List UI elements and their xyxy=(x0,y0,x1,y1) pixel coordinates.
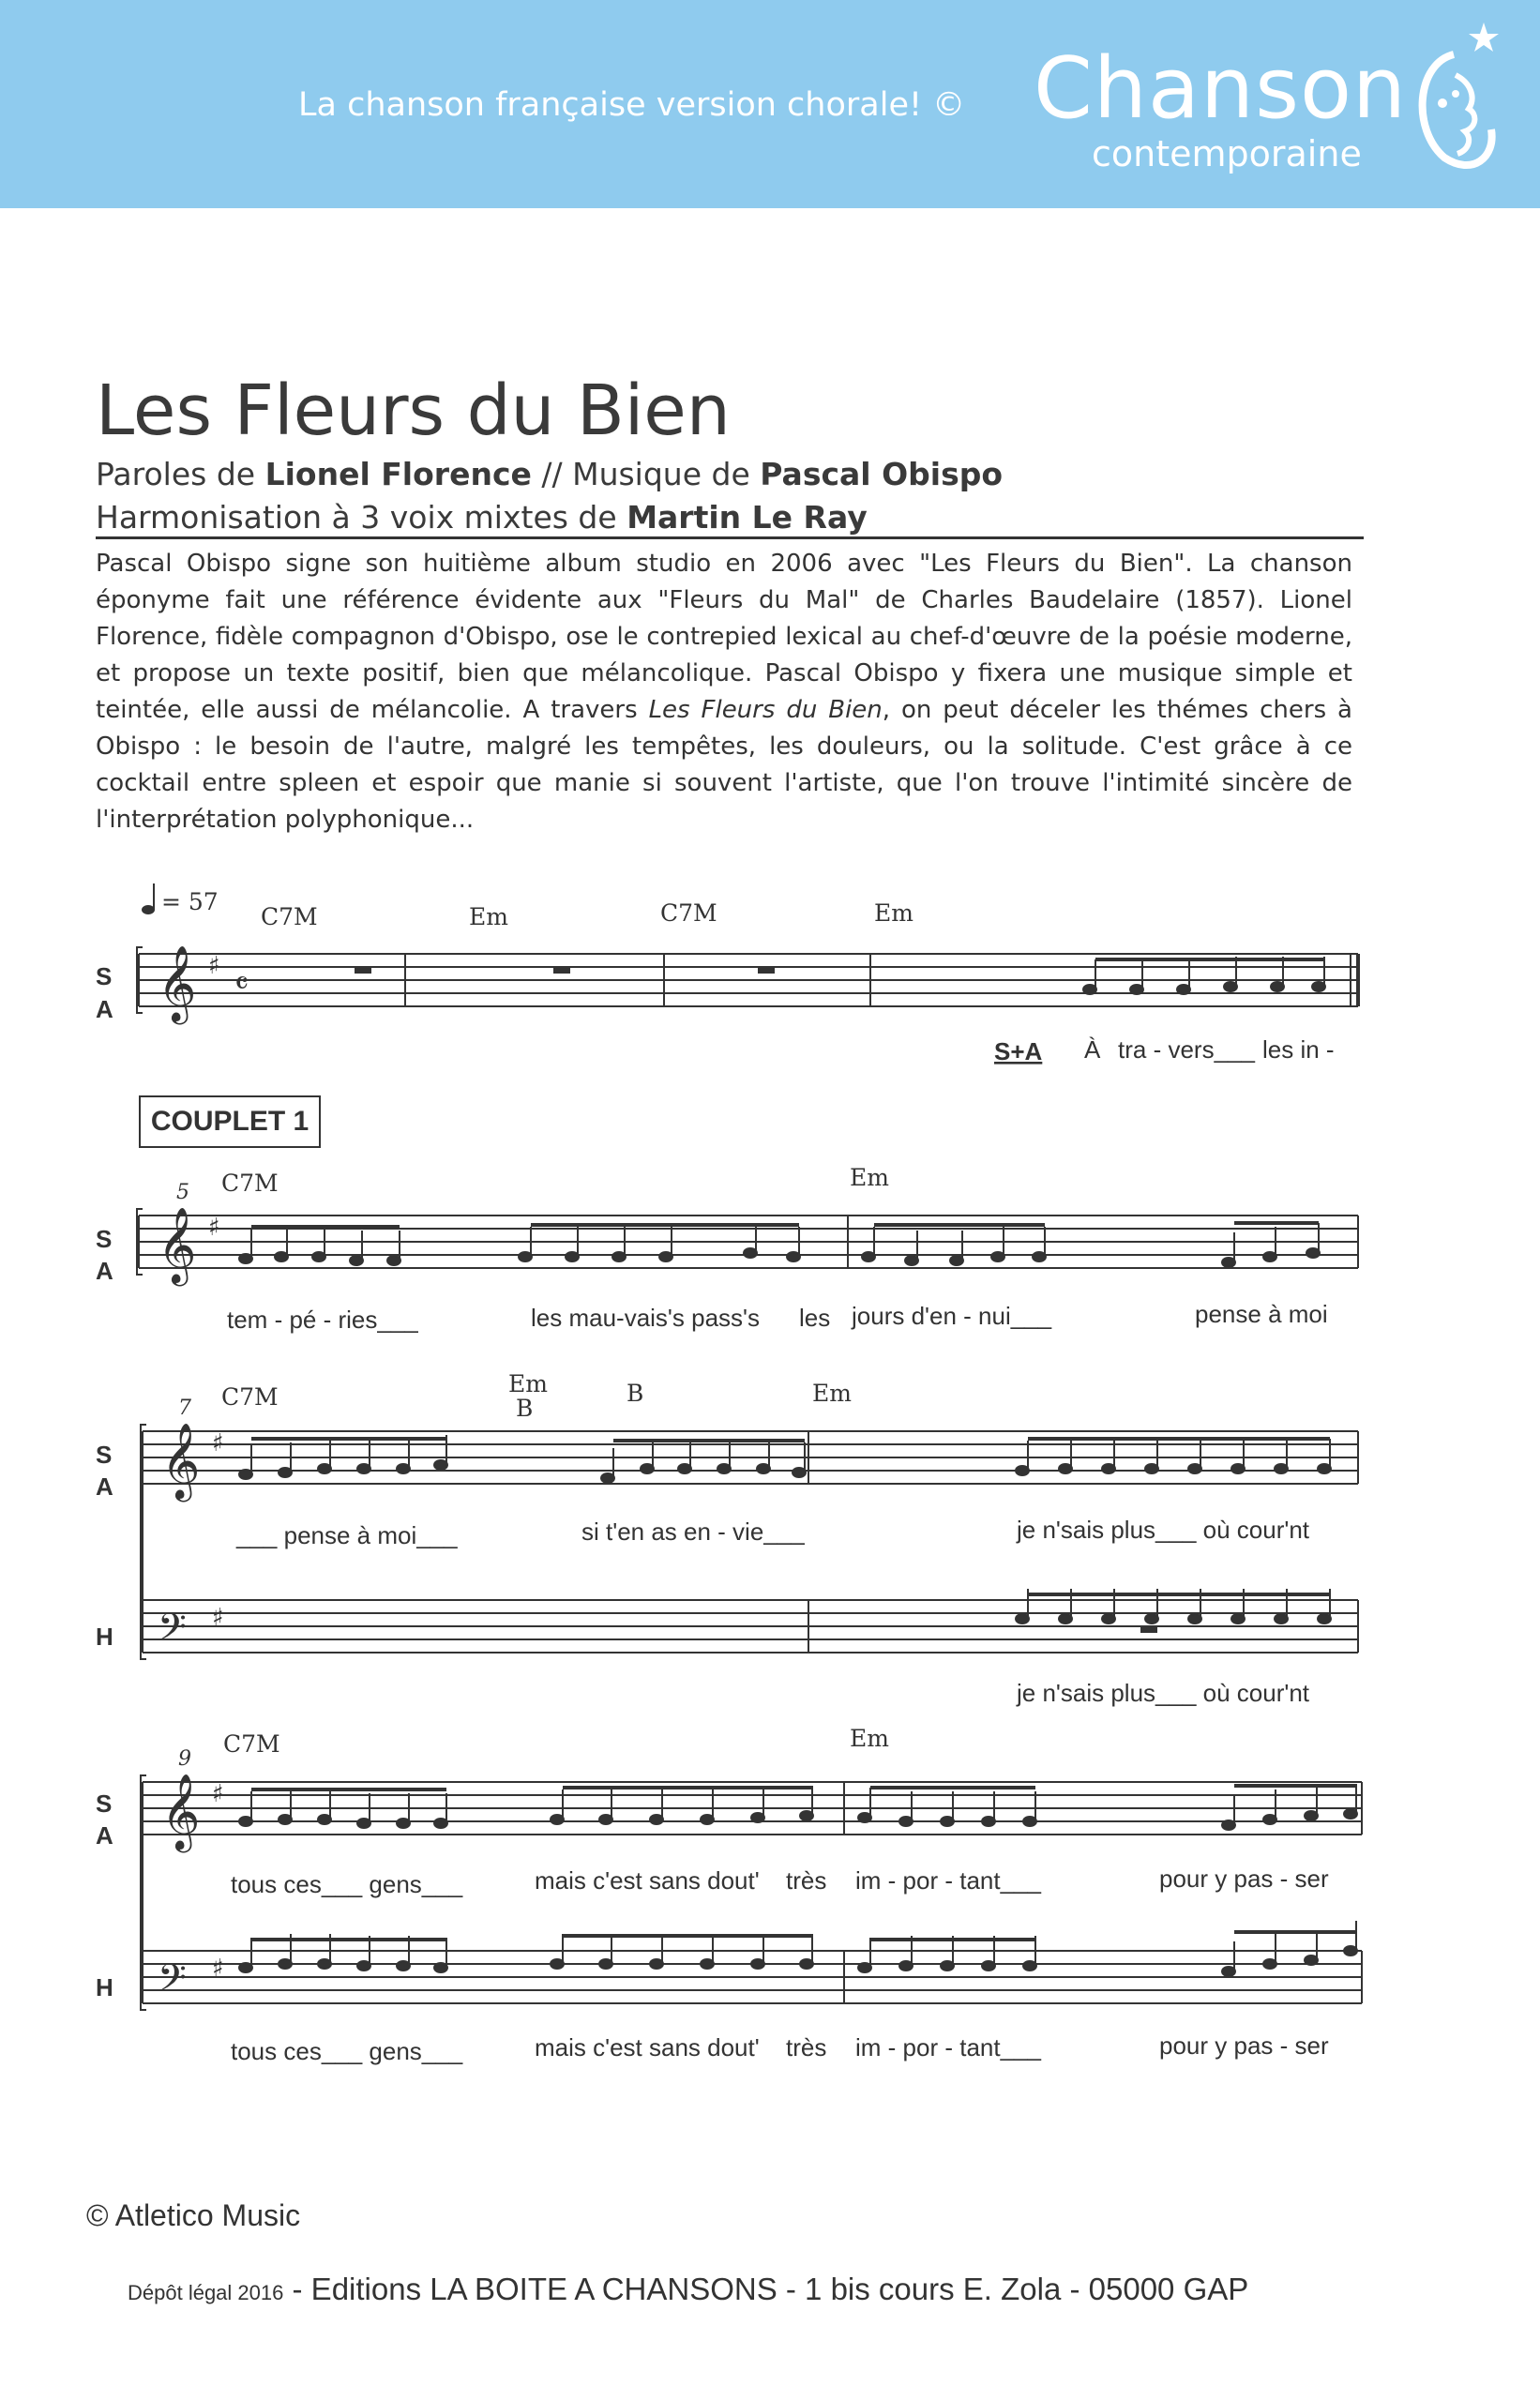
note-head xyxy=(566,1252,579,1261)
note-head xyxy=(982,1817,995,1826)
lyric: ___ pense à moi___ xyxy=(236,1521,458,1549)
note-head xyxy=(601,1473,614,1483)
lyric: tous ces___ gens___ xyxy=(231,1870,463,1898)
voice-label-s: S xyxy=(96,1789,113,1818)
note-head xyxy=(279,1815,292,1824)
note-head xyxy=(1312,982,1325,991)
note-head xyxy=(1023,1817,1036,1826)
note-head xyxy=(1033,1252,1046,1261)
bass-clef: 𝄢 xyxy=(158,1956,187,2009)
chord: Em xyxy=(874,899,913,927)
note-head xyxy=(1083,985,1096,994)
note-head xyxy=(1188,1614,1201,1623)
note-head xyxy=(1231,1464,1245,1473)
note-head xyxy=(751,1813,764,1822)
note-head xyxy=(279,1959,292,1969)
note-head xyxy=(397,1819,410,1828)
voice-label-h: H xyxy=(96,1973,113,2001)
lyric: tem - pé - ries___ xyxy=(227,1306,418,1334)
measure-number: 7 xyxy=(178,1397,191,1420)
brand-title: Chanson xyxy=(1034,39,1408,138)
lyric: je n'sais plus___ où cour'nt xyxy=(1017,1679,1310,1707)
harmony-prefix: Harmonisation à 3 voix mixtes de xyxy=(96,499,627,536)
lyric: les mau-vais's pass's xyxy=(531,1304,761,1332)
note-head xyxy=(1263,1959,1276,1969)
note-head xyxy=(650,1959,663,1969)
note-head xyxy=(1344,1946,1357,1956)
note-head xyxy=(982,1961,995,1971)
note-head xyxy=(519,1252,532,1261)
lyric: im - por - tant___ xyxy=(855,1866,1041,1895)
chord: Em xyxy=(850,1725,889,1752)
note-head xyxy=(1224,982,1237,991)
voice-label-a: A xyxy=(96,1821,113,1850)
lyric: très xyxy=(786,2033,827,2061)
lyric: pour y pas - ser xyxy=(1159,2031,1329,2060)
note-head xyxy=(659,1252,672,1261)
voice-label-s: S xyxy=(96,1225,113,1253)
note-head xyxy=(678,1464,691,1473)
note-head xyxy=(757,1464,770,1473)
note-head xyxy=(397,1961,410,1971)
note-head xyxy=(239,1817,252,1826)
chord: C7M xyxy=(660,899,717,927)
couplet-label: COUPLET 1 xyxy=(139,1095,321,1148)
note-head xyxy=(551,1959,564,1969)
note-head xyxy=(1222,1820,1235,1830)
lyric: mais c'est sans dout' xyxy=(535,1866,760,1895)
intro-part2: , on peut déceler les thémes chers à Obispo : le besoin de l'autre, malgré les tempêtes, les douleurs, ou la solitude. C'est grâce à ce cocktail entre spleen et espoir que manie si souvent l'artiste, que l'on trouve l'intimité sincère de l'interprétation polyphonique... xyxy=(96,696,1352,834)
note-head xyxy=(1177,985,1190,994)
note-head xyxy=(239,1470,252,1479)
footer-publisher xyxy=(128,2272,1248,2307)
note-head xyxy=(1102,1464,1115,1473)
note-head xyxy=(275,1252,288,1261)
lyric: jours d'en - nui___ xyxy=(852,1302,1052,1330)
key-signature-sharp: ♯ xyxy=(212,1429,224,1457)
note-head xyxy=(1102,1614,1115,1623)
note-head xyxy=(612,1252,626,1261)
intro-italic-title: Les Fleurs du Bien xyxy=(648,696,883,724)
note-head xyxy=(905,1256,918,1265)
lyricist: Lionel Florence xyxy=(264,456,532,492)
lyric: tous ces___ gens___ xyxy=(231,2037,463,2065)
music-prefix: // Musique de xyxy=(531,456,761,492)
note-head xyxy=(1344,1809,1357,1819)
chord: Em xyxy=(469,903,508,930)
tempo-mark xyxy=(142,883,219,915)
bass-clef: 𝄢 xyxy=(158,1606,187,1658)
note-head xyxy=(991,1252,1004,1261)
note-head xyxy=(551,1815,564,1824)
key-signature-sharp: ♯ xyxy=(212,1780,224,1808)
note-head xyxy=(1145,1464,1158,1473)
lyric: pense à moi xyxy=(1195,1300,1328,1328)
note-head xyxy=(787,1252,800,1261)
voice-label-a: A xyxy=(96,1472,113,1501)
chord: Em xyxy=(850,1164,889,1191)
note-head xyxy=(744,1248,757,1258)
key-signature-sharp: ♯ xyxy=(212,1604,224,1632)
note-head xyxy=(1318,1464,1331,1473)
lyric: pour y pas - ser xyxy=(1159,1865,1329,1893)
voice-label-h: H xyxy=(96,1623,113,1651)
note-head xyxy=(318,1464,331,1473)
note-head xyxy=(434,1963,447,1972)
note-head xyxy=(950,1256,963,1265)
lyric: si t'en as en - vie___ xyxy=(581,1518,805,1546)
treble-clef: 𝄞 xyxy=(161,1422,201,1499)
note-head xyxy=(800,1811,813,1820)
note-head xyxy=(350,1256,363,1265)
voice-cue: S+A xyxy=(994,1037,1043,1065)
lyric: tra - vers___ xyxy=(1118,1035,1255,1064)
lyric: très xyxy=(786,1866,827,1895)
lyric: À xyxy=(1084,1035,1101,1064)
note-head xyxy=(1306,1248,1320,1258)
chord: B xyxy=(627,1380,644,1407)
measure-number: 9 xyxy=(178,1747,191,1771)
note-head xyxy=(1016,1614,1029,1623)
key-signature-sharp: ♯ xyxy=(212,1955,224,1983)
note-head xyxy=(899,1817,913,1826)
note-head xyxy=(1318,1614,1331,1623)
note-head xyxy=(899,1961,913,1971)
note-head xyxy=(357,1961,370,1971)
key-signature-sharp: ♯ xyxy=(208,1214,220,1242)
arranger: Martin Le Ray xyxy=(627,499,868,536)
composer: Pascal Obispo xyxy=(760,456,1004,492)
measure-number: 5 xyxy=(176,1181,189,1204)
chord: C7M xyxy=(221,1383,279,1411)
chord: B xyxy=(516,1395,534,1422)
note-head xyxy=(1263,1815,1276,1824)
whole-rest xyxy=(355,967,371,974)
note-head xyxy=(599,1815,612,1824)
voice-label-a: A xyxy=(96,995,113,1023)
note-head xyxy=(1222,1258,1235,1267)
note-head xyxy=(751,1959,764,1969)
note-head xyxy=(862,1252,875,1261)
note-head xyxy=(318,1959,331,1969)
legal-deposit: Dépôt légal 2016 xyxy=(128,2281,284,2304)
note-head xyxy=(1275,1464,1288,1473)
note-head xyxy=(1305,1956,1318,1965)
staff-system-2 xyxy=(137,1209,1358,1275)
note-head xyxy=(1231,1614,1245,1623)
chord: Em xyxy=(812,1380,852,1407)
publisher-address: - Editions LA BOITE A CHANSONS - 1 bis cours E. Zola - 05000 GAP xyxy=(283,2272,1249,2306)
lyric: im - por - tant___ xyxy=(855,2033,1041,2061)
voice-label-s: S xyxy=(96,1441,113,1469)
song-title: Les Fleurs du Bien xyxy=(96,370,731,451)
note-head xyxy=(1145,1614,1158,1623)
whole-rest xyxy=(553,967,570,974)
note-head xyxy=(641,1464,654,1473)
note-head xyxy=(312,1252,325,1261)
note-head xyxy=(800,1959,813,1969)
note-head xyxy=(357,1464,370,1473)
note-head xyxy=(318,1815,331,1824)
treble-clef: 𝄞 xyxy=(161,1773,201,1850)
whole-rest xyxy=(1140,1626,1157,1633)
note-head xyxy=(239,1963,252,1972)
note-head xyxy=(434,1819,447,1828)
treble-clef: 𝄞 xyxy=(158,1206,197,1283)
note-head xyxy=(1059,1614,1072,1623)
note-head xyxy=(434,1460,447,1470)
voice-label-s: S xyxy=(96,962,113,990)
note-head xyxy=(1059,1464,1072,1473)
voice-label-a: A xyxy=(96,1257,113,1285)
chord: Em xyxy=(508,1370,548,1397)
key-signature-sharp: ♯ xyxy=(208,952,220,980)
chord: C7M xyxy=(223,1730,280,1758)
note-head xyxy=(701,1959,714,1969)
tagline: La chanson française version chorale! © xyxy=(298,86,966,124)
note-head xyxy=(793,1468,806,1477)
lyrics-prefix: Paroles de xyxy=(96,456,265,492)
note-head xyxy=(1188,1464,1201,1473)
lyric: les in - xyxy=(1262,1035,1335,1064)
lyric: mais c'est sans dout' xyxy=(535,2033,760,2061)
note-head xyxy=(1016,1466,1029,1475)
note-head xyxy=(1130,985,1143,994)
note-head xyxy=(239,1254,252,1263)
tempo-value: = 57 xyxy=(161,888,219,915)
note-head xyxy=(858,1963,871,1972)
copyright: © Atletico Music xyxy=(86,2198,301,2232)
lyric: les xyxy=(799,1304,831,1332)
note-head xyxy=(941,1817,954,1826)
note-head xyxy=(1023,1961,1036,1971)
note-head xyxy=(1263,1252,1276,1261)
note-head xyxy=(279,1468,292,1477)
note-head xyxy=(858,1813,871,1822)
note-head xyxy=(599,1959,612,1969)
note-head xyxy=(650,1815,663,1824)
lyric: je n'sais plus___ où cour'nt xyxy=(1017,1516,1310,1544)
note-head xyxy=(357,1819,370,1828)
note-head xyxy=(1222,1967,1235,1976)
treble-clef: 𝄞 xyxy=(158,944,197,1021)
time-signature: 𝄴 xyxy=(234,965,249,1003)
note-head xyxy=(387,1256,400,1265)
note-head xyxy=(397,1464,410,1473)
whole-rest xyxy=(758,967,775,974)
chord: C7M xyxy=(221,1170,279,1197)
brand-subtitle: contemporaine xyxy=(1092,133,1362,174)
note-head xyxy=(717,1464,731,1473)
note-head xyxy=(1271,982,1284,991)
note-head xyxy=(1305,1811,1318,1820)
note-head xyxy=(941,1961,954,1971)
chord: C7M xyxy=(261,903,318,930)
intro-part1: Pascal Obispo signe son huitième album studio en 2006 avec "Les Fleurs du Bien". La chanson éponyme fait une référence évidente aux "Fleurs du Mal" de Charles Baudelaire (1857). Lionel Florence, fidèle compagnon d'Obispo, ose le contrepied lexical au chef-d'œuvre de la poésie moderne, et propose un texte positif, bien que mélancolique. Pascal Obispo y fixera une musique simple et teintée, elle aussi de mélancolie. A travers xyxy=(96,550,1352,724)
note-head xyxy=(1275,1614,1288,1623)
staff-system-1 xyxy=(137,947,1358,1013)
note-head xyxy=(701,1815,714,1824)
